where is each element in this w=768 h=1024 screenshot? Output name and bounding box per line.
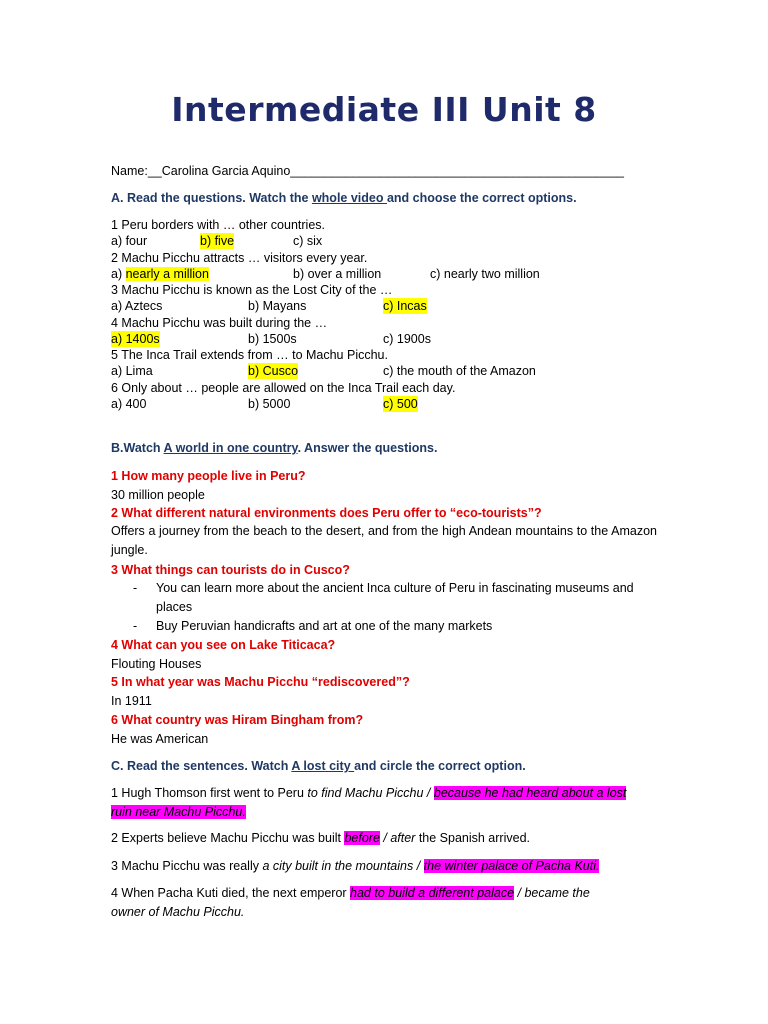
answer-b3-text-1: You can learn more about the ancient Inca culture of Peru in fascinating museums and places — [156, 581, 634, 614]
sentence-c2-stem: 2 Experts believe Machu Picchu was built — [111, 831, 345, 845]
sentence-c4-line1 — [111, 885, 590, 901]
option-a3-c-selected: c) Incas — [383, 299, 427, 313]
sentence-c4-stem: 4 When Pacha Kuti died, the next emperor — [111, 886, 351, 900]
option-a6-b: b) 5000 — [248, 397, 291, 411]
section-c-suffix: and circle the correct option. — [354, 759, 526, 773]
sentence-c1-stem: 1 Hugh Thomson first went to Peru — [111, 786, 308, 800]
option-a5-b-selected: b) Cusco — [248, 364, 299, 378]
name-label: Name: — [111, 164, 148, 178]
sentence-c2-end: the Spanish arrived. — [415, 831, 530, 845]
question-b3: 3 What things can tourists do in Cusco? — [111, 563, 350, 577]
option-a1-a: a) four — [111, 234, 148, 248]
section-b-suffix: . Answer the questions. — [297, 441, 438, 455]
answer-b5: In 1911 — [111, 694, 152, 708]
sentence-c3-option-1: a city built in the mountains — [262, 859, 414, 873]
question-b2: 2 What different natural environments does Peru offer to “eco-tourists”? — [111, 506, 542, 520]
bullet-dash: - — [133, 581, 138, 595]
sentence-c1-option-2-selected: because he had heard about a lost — [433, 786, 627, 800]
sentence-c1-option-2-cont: ruin near Machu Picchu. — [111, 805, 246, 819]
question-a3: 3 Machu Picchu is known as the Lost City of the … — [111, 283, 393, 297]
section-b-heading — [111, 440, 437, 456]
option-a6-c-selected: c) 500 — [383, 397, 418, 411]
sentence-c4-option-2-cont: owner of Machu Picchu. — [111, 905, 245, 919]
sentence-c3-separator: / — [413, 859, 424, 873]
option-a2-a-letter: a) — [111, 267, 126, 281]
option-a4-a-selected: a) 1400s — [111, 332, 160, 346]
sentence-c2-option-1-selected: before — [344, 831, 380, 845]
sentence-c1-line2 — [111, 804, 246, 820]
option-a5-a: a) Lima — [111, 364, 153, 378]
section-c-heading — [111, 758, 526, 774]
option-a5-c: c) the mouth of the Amazon — [383, 364, 536, 378]
answer-b3-text-2: Buy Peruvian handicrafts and art at one of the many markets — [156, 619, 493, 633]
option-a6-a: a) 400 — [111, 397, 147, 411]
question-a5: 5 The Inca Trail extends from … to Machu Picchu. — [111, 348, 388, 362]
page-title: Intermediate III Unit 8 — [171, 90, 597, 129]
option-a1-c: c) six — [293, 234, 323, 248]
option-a2-b: b) over a million — [293, 267, 382, 281]
section-c-prefix: C. Read the sentences. Watch — [111, 759, 292, 773]
sentence-c2-option-2: after — [390, 831, 416, 845]
sentence-c1-option-1: to find Machu Picchu — [307, 786, 424, 800]
option-a3-a: a) Aztecs — [111, 299, 163, 313]
option-a2-a-selected: nearly a million — [125, 267, 209, 281]
answer-b6: He was American — [111, 732, 209, 746]
question-b6: 6 What country was Hiram Bingham from? — [111, 713, 364, 727]
sentence-c4-separator: / — [514, 886, 525, 900]
question-a6: 6 Only about … people are allowed on the Inca Trail each day. — [111, 381, 456, 395]
option-a4-c: c) 1900s — [383, 332, 431, 346]
sentence-c1-line1 — [111, 785, 626, 801]
question-a1: 1 Peru borders with … other countries. — [111, 218, 325, 232]
option-a3-b: b) Mayans — [248, 299, 307, 313]
section-a-suffix: and choose the correct options. — [386, 191, 577, 205]
answer-b1: 30 million people — [111, 488, 205, 502]
sentence-c4-option-1-selected: had to build a different palace — [350, 886, 515, 900]
sentence-c3-stem: 3 Machu Picchu was really — [111, 859, 263, 873]
sentence-c1-separator: / — [423, 786, 434, 800]
sentence-c3 — [111, 858, 599, 874]
answer-b3-item-1 — [133, 579, 657, 617]
name-value: __Carolina Garcia Aquino________________________________________________ — [147, 164, 624, 178]
lost-city-link[interactable]: A lost city — [291, 759, 355, 773]
sentence-c2-separator: / — [379, 831, 391, 845]
question-b4: 4 What can you see on Lake Titicaca? — [111, 638, 336, 652]
option-a2-c: c) nearly two million — [430, 267, 540, 281]
section-a-prefix: A. Read the questions. Watch the — [111, 191, 312, 205]
option-a4-b: b) 1500s — [248, 332, 297, 346]
option-a2-a — [111, 266, 209, 282]
question-a2: 2 Machu Picchu attracts … visitors every year. — [111, 251, 368, 265]
answer-b4: Flouting Houses — [111, 657, 202, 671]
sentence-c2 — [111, 830, 530, 846]
section-a-heading — [111, 190, 577, 206]
section-b-prefix: B.Watch — [111, 441, 164, 455]
answer-b2: Offers a journey from the beach to the desert, and from the high Andean mountains to the Amazon jungle. — [111, 524, 657, 557]
question-a4: 4 Machu Picchu was built during the … — [111, 316, 328, 330]
whole-video-link[interactable]: whole video — [311, 191, 387, 205]
question-b1: 1 How many people live in Peru? — [111, 469, 306, 483]
option-a1-b-selected: b) five — [200, 234, 235, 248]
bullet-dash: - — [133, 619, 138, 633]
sentence-c3-option-2-selected: the winter palace of Pacha Kuti. — [423, 859, 600, 873]
sentence-c4-option-2: became the — [524, 886, 590, 900]
world-in-one-country-link[interactable]: A world in one country — [163, 441, 298, 455]
answer-b3-item-2 — [133, 617, 657, 636]
question-b5: 5 In what year was Machu Picchu “rediscovered”? — [111, 675, 410, 689]
name-line — [111, 163, 624, 179]
sentence-c4-line2 — [111, 904, 244, 920]
